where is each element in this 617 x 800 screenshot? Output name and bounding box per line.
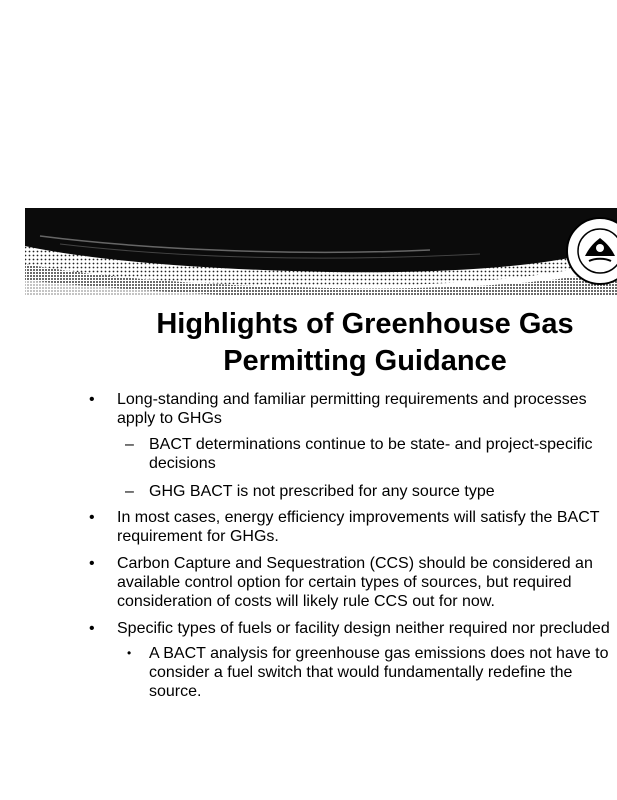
- bullet-text-line: requirement for GHGs.: [117, 528, 279, 545]
- bullet-text-line: Carbon Capture and Sequestration (CCS) should be considered an: [117, 555, 593, 572]
- bullet-text-line: source.: [149, 683, 202, 700]
- dash-marker: –: [125, 436, 134, 453]
- bullet-text-line: consider a fuel switch that would fundamentally redefine the: [149, 664, 573, 681]
- bullet-text-line: BACT determinations continue to be state- and project-specific: [149, 436, 593, 453]
- bullet-text-line: In most cases, energy efficiency improvements will satisfy the BACT: [117, 509, 600, 526]
- bullet-marker: •: [127, 646, 132, 660]
- bullet-marker: •: [89, 509, 95, 526]
- bullet-marker: •: [89, 620, 95, 637]
- bullet-text-line: available control option for certain types of sources, but required: [117, 574, 572, 591]
- bullet-text-line: A BACT analysis for greenhouse gas emissions does not have to: [149, 645, 609, 662]
- bullet-text-line: consideration of costs will likely rule CCS out for now.: [117, 593, 495, 610]
- bullet-marker: •: [89, 555, 95, 572]
- bullet-marker: •: [89, 391, 95, 408]
- bullet-text-line: GHG BACT is not prescribed for any source type: [149, 483, 495, 500]
- agency-seal-icon: [565, 216, 617, 286]
- bullet-text-line: decisions: [149, 455, 216, 472]
- slide-title: [0, 306, 617, 380]
- bullet-text-line: Specific types of fuels or facility design neither required nor precluded: [117, 620, 610, 637]
- title-line-1: Highlights of Greenhouse Gas: [156, 308, 574, 340]
- bullet-text-line: Long-standing and familiar permitting requirements and processes: [117, 391, 587, 408]
- dash-marker: –: [125, 483, 134, 500]
- title-line-2: Permitting Guidance: [223, 345, 507, 377]
- globe-banner: [0, 206, 617, 306]
- bullet-text-line: apply to GHGs: [117, 410, 222, 427]
